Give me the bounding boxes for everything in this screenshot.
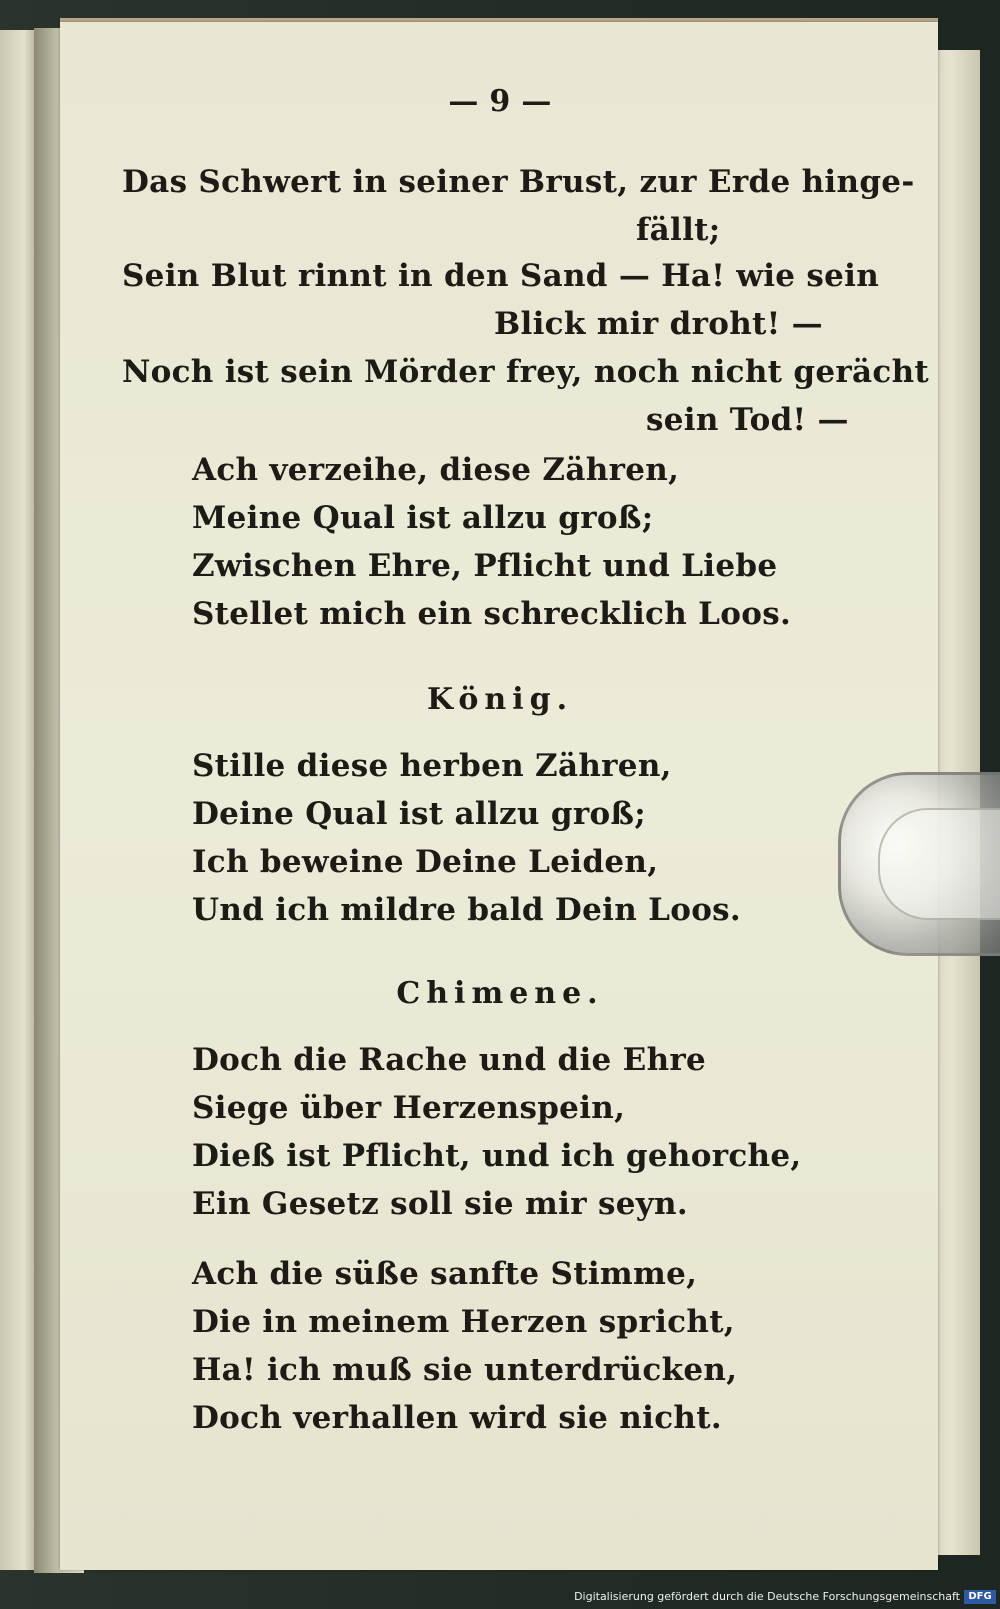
verse-line: Ein Gesetz soll sie mir seyn.	[192, 1186, 688, 1222]
verse-line: Meine Qual ist allzu groß;	[192, 500, 654, 536]
dfg-logo: DFG	[964, 1590, 996, 1604]
verse-line-continuation: sein Tod! —	[646, 402, 849, 438]
funding-credit: Digitalisierung gefördert durch die Deutsche Forschungsgemeinschaft	[574, 1590, 960, 1603]
verse-line: Und ich mildre bald Dein Loos.	[192, 892, 742, 928]
verse-line: Ich beweine Deine Leiden,	[192, 844, 659, 880]
verse-line: Dieß ist Pflicht, und ich gehorche,	[192, 1138, 802, 1174]
verse-line: Sein Blut rinnt in den Sand — Ha! wie sein	[122, 258, 880, 294]
verse-line-continuation: fällt;	[636, 212, 721, 248]
verse-line: Zwischen Ehre, Pflicht und Liebe	[192, 548, 778, 584]
page-number: — 9 —	[448, 84, 552, 119]
verse-line: Das Schwert in seiner Brust, zur Erde hinge-	[122, 164, 915, 200]
verse-line: Stille diese herben Zähren,	[192, 748, 672, 784]
left-page-edge	[0, 30, 34, 1570]
verse-line: Ach die süße sanfte Stimme,	[192, 1256, 698, 1292]
verse-line: Deine Qual ist allzu groß;	[192, 796, 647, 832]
verse-line: Noch ist sein Mörder frey, noch nicht gerächt	[122, 354, 930, 390]
verse-line: Siege über Herzenspein,	[192, 1090, 626, 1126]
verse-line: Doch verhallen wird sie nicht.	[192, 1400, 722, 1436]
verse-line-continuation: Blick mir droht! —	[494, 306, 823, 342]
page-clip-highlight	[878, 808, 1000, 920]
verse-line: Die in meinem Herzen spricht,	[192, 1304, 735, 1340]
speaker-heading: Chimene.	[396, 976, 604, 1011]
verse-line: Ha! ich muß sie unterdrücken,	[192, 1352, 738, 1388]
verse-line: Doch die Rache und die Ehre	[192, 1042, 707, 1078]
verse-line: Stellet mich ein schrecklich Loos.	[192, 596, 792, 632]
speaker-heading: König.	[426, 682, 574, 717]
verse-line: Ach verzeihe, diese Zähren,	[192, 452, 680, 488]
